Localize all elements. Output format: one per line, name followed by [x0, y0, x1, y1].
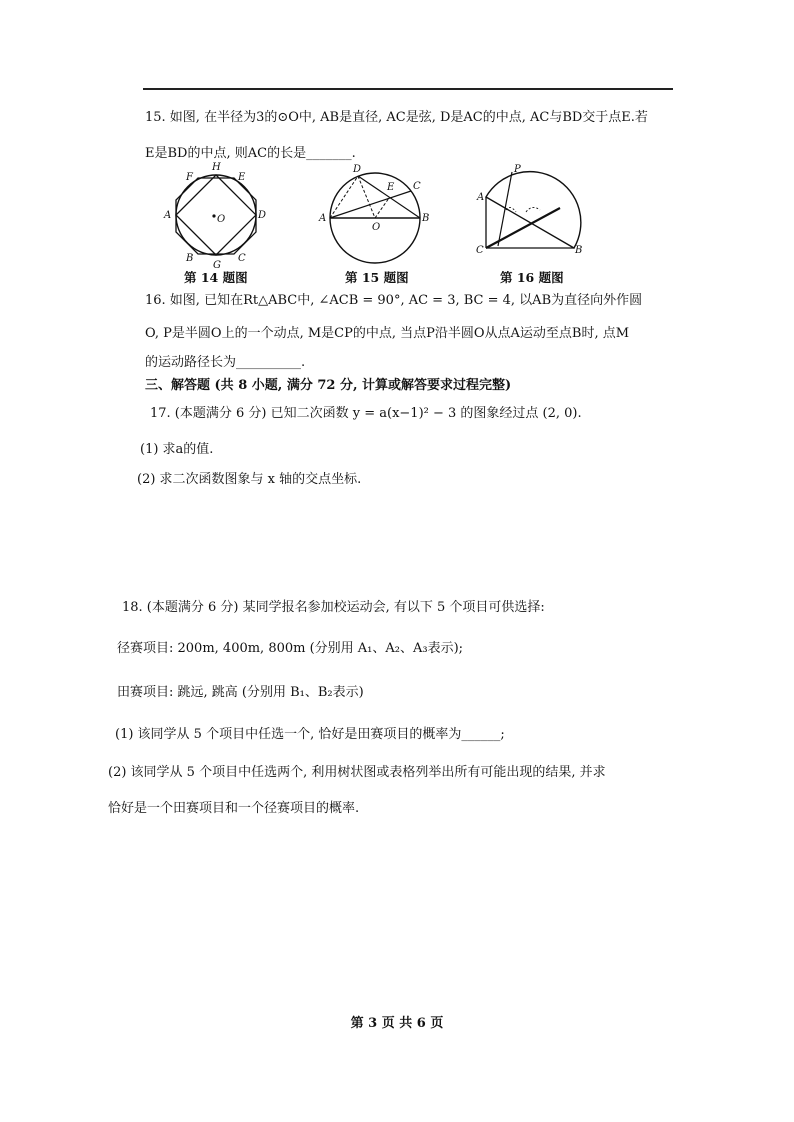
fig16-label-b: B	[575, 245, 583, 256]
top-rule	[143, 88, 673, 90]
fig15-label-e: E	[387, 182, 395, 193]
q18-part2-line1: (2) 该同学从 5 个项目中任选两个, 利用树状图或表格列举出所有可能出现的结果, 并求	[108, 765, 606, 780]
q16-line1: 16. 如图, 已知在Rt△ABC中, ∠ACB = 90°, AC = 3, BC = 4, 以AB为直径向外作圆	[145, 293, 643, 308]
fig14-label-f: F	[186, 172, 193, 183]
fig14-label-c: C	[238, 253, 246, 264]
q17-stem: 17. (本题满分 6 分) 已知二次函数 y = a(x−1)² − 3 的图象经过点 (2, 0).	[150, 406, 582, 421]
q18-track-events: 径赛项目: 200m, 400m, 800m (分别用 A₁、A₂、A₃表示);	[117, 641, 464, 656]
fig15-label-a: A	[319, 213, 327, 224]
q15-line2: E是BD的中点, 则AC的长是_______.	[145, 146, 356, 161]
q18-stem: 18. (本题满分 6 分) 某同学报名参加校运动会, 有以下 5 个项目可供选择:	[122, 600, 545, 615]
figure-14	[164, 160, 268, 272]
figure-16	[478, 160, 588, 272]
q17-part1: (1) 求a的值.	[140, 442, 214, 457]
fig16-label-a: A	[477, 192, 485, 203]
page-footer: 第 3 页 共 6 页	[350, 1016, 444, 1031]
fig14-caption: 第 14 题图	[184, 270, 248, 285]
fig16-label-c: C	[476, 245, 484, 256]
q18-part1: (1) 该同学从 5 个项目中任选一个, 恰好是田赛项目的概率为______;	[115, 727, 505, 742]
section3-heading: 三、解答题 (共 8 小题, 满分 72 分, 计算或解答要求过程完整)	[145, 378, 512, 393]
fig14-label-b: B	[186, 253, 194, 264]
q16-line3: 的运动路径长为__________.	[145, 355, 306, 370]
fig15-label-d: D	[353, 164, 362, 175]
fig14-label-g: G	[213, 260, 221, 271]
q16-line2: O, P是半圆O上的一个动点, M是CP的中点, 当点P沿半圆O从点A运动至点B时, 点M	[145, 326, 630, 341]
fig14-label-a: A	[164, 210, 172, 221]
fig14-label-o: O	[217, 214, 226, 225]
fig14-label-h: H	[212, 162, 221, 173]
q17-part2: (2) 求二次函数图象与 x 轴的交点坐标.	[137, 472, 362, 487]
q15-line1: 15. 如图, 在半径为3的⊙O中, AB是直径, AC是弦, D是AC的中点, AC与BD交于点E.若	[145, 110, 648, 125]
fig16-label-p: P	[514, 164, 521, 175]
figure-15	[319, 160, 435, 272]
fig15-label-o: O	[372, 222, 381, 233]
fig16-caption: 第 16 题图	[500, 270, 564, 285]
q18-part2-line2: 恰好是一个田赛项目和一个径赛项目的概率.	[108, 801, 360, 816]
fig14-label-e: E	[238, 172, 246, 183]
fig14-label-d: D	[258, 210, 267, 221]
q18-field-events: 田赛项目: 跳远, 跳高 (分别用 B₁、B₂表示)	[117, 685, 364, 700]
fig15-label-c: C	[413, 181, 421, 192]
fig15-label-b: B	[422, 213, 430, 224]
fig15-caption: 第 15 题图	[345, 270, 409, 285]
